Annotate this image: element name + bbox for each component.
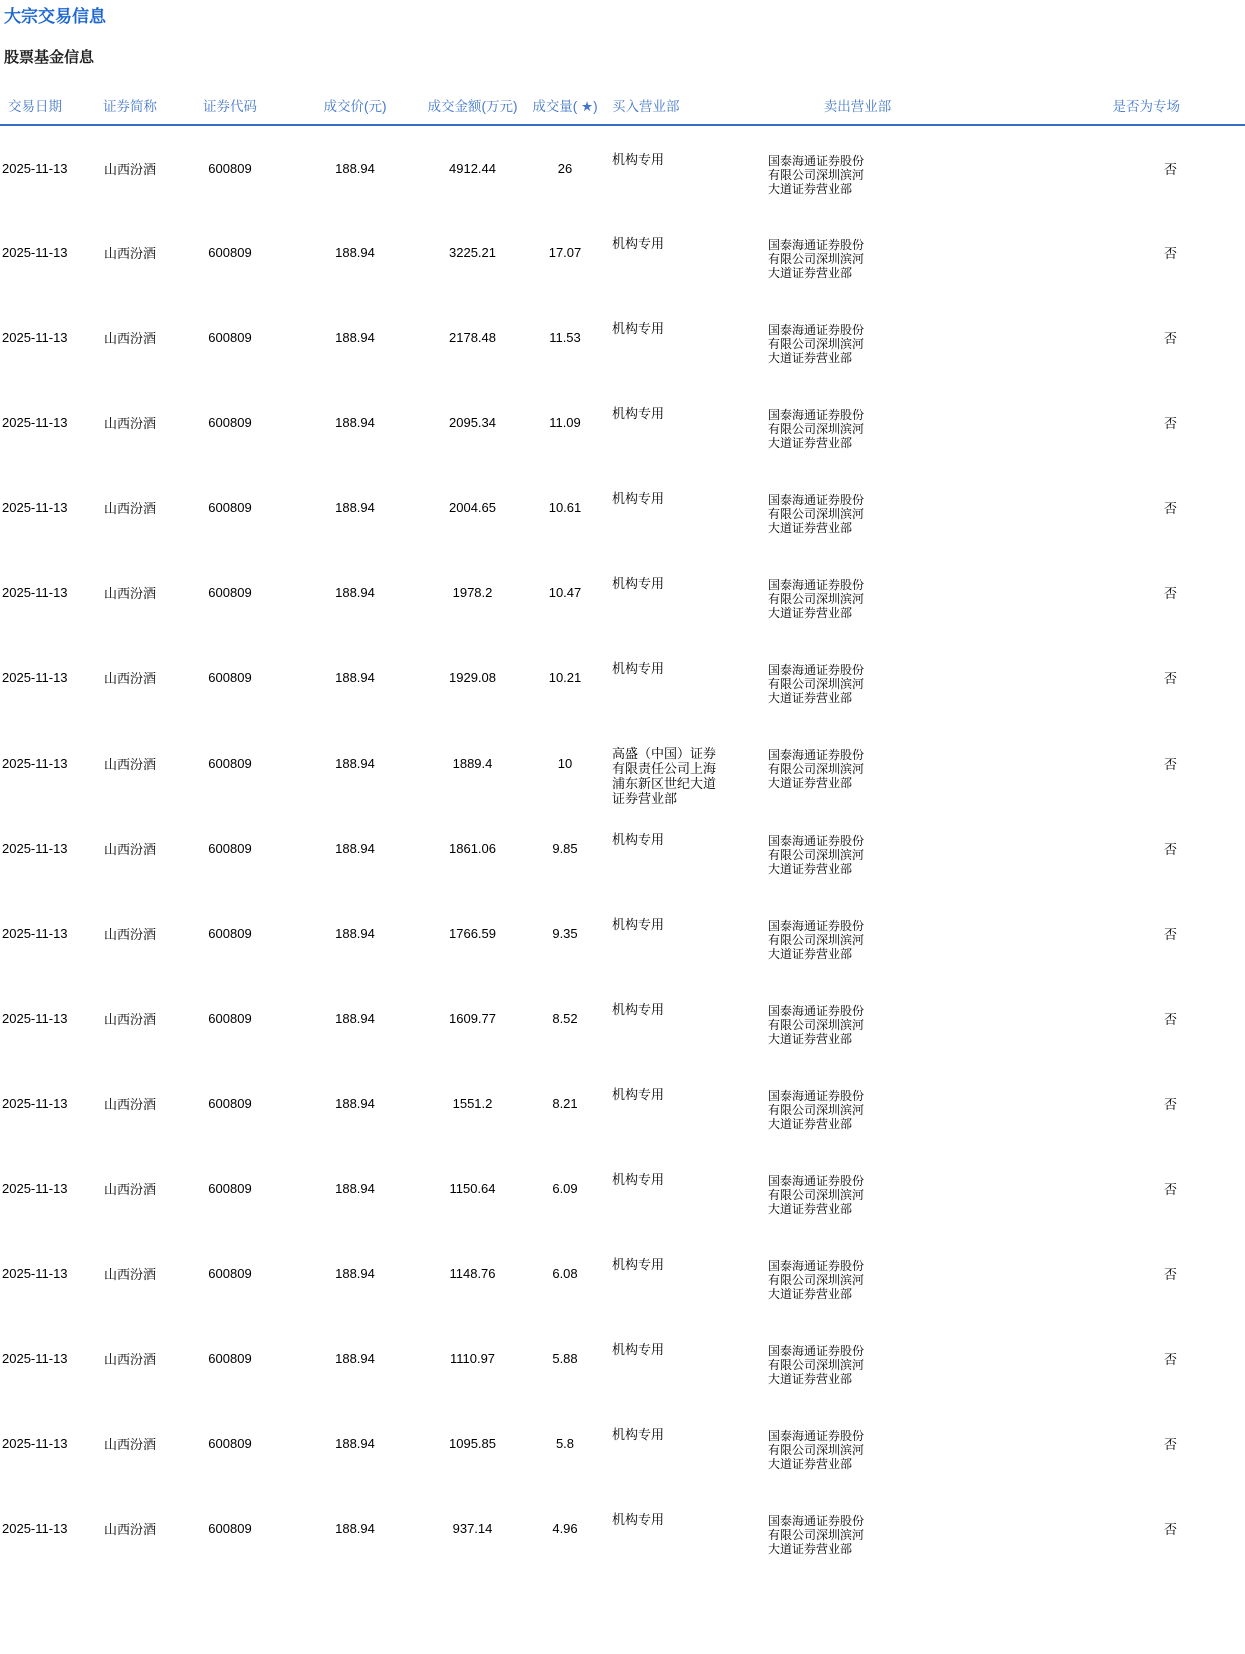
- trade-date-cell: 2025-11-13: [2, 1096, 68, 1111]
- seller-branch-cell: [755, 465, 960, 550]
- trade-price-cell: 188.94: [335, 500, 375, 515]
- security-name-cell: 山西汾酒: [103, 1522, 156, 1537]
- security-code-cell: 600809: [208, 1266, 252, 1281]
- page-title: 大宗交易信息: [4, 7, 106, 26]
- table-row: [0, 1231, 1245, 1316]
- buyer-branch-cell: [610, 635, 755, 720]
- trade-price-cell: 188.94: [335, 1096, 375, 1111]
- security-code-cell: 600809: [208, 330, 252, 345]
- trade-amount-cell: 2095.34: [449, 415, 496, 430]
- buyer-branch-text: 机构专用: [612, 1512, 665, 1527]
- seller-branch-text: 国泰海通证券股份有限公司深圳滨河大道证券营业部: [768, 1344, 865, 1386]
- trade-date-cell: 2025-11-13: [2, 1011, 68, 1026]
- col-header-security-code: 证券代码: [175, 77, 285, 125]
- security-name-cell: 山西汾酒: [103, 1352, 156, 1367]
- table-row: [0, 1061, 1245, 1146]
- table-row: [0, 550, 1245, 635]
- seller-branch-cell: [755, 1061, 960, 1146]
- col-header-security-name: 证券简称: [85, 77, 175, 125]
- trade-amount-cell: 2178.48: [449, 330, 496, 345]
- seller-branch-cell: [755, 806, 960, 891]
- trade-date-cell: 2025-11-13: [2, 245, 68, 260]
- col-header-seller-branch: 卖出营业部: [755, 77, 960, 125]
- trade-volume-cell: 8.21: [552, 1096, 578, 1111]
- buyer-branch-text: 高盛（中国）证券有限责任公司上海浦东新区世纪大道证券营业部: [612, 746, 717, 806]
- security-code-cell: 600809: [208, 415, 252, 430]
- table-row: [0, 806, 1245, 891]
- special-session-cell: 否: [1163, 1352, 1177, 1367]
- trade-price-cell: 188.94: [335, 670, 375, 685]
- seller-branch-cell: [755, 1146, 960, 1231]
- trade-amount-cell: 937.14: [452, 1521, 493, 1536]
- trade-date-cell: 2025-11-13: [2, 1436, 68, 1451]
- trade-date-cell: 2025-11-13: [2, 755, 68, 771]
- buyer-branch-cell: [610, 125, 755, 210]
- buyer-branch-cell: [610, 976, 755, 1061]
- trade-date-cell: 2025-11-13: [2, 160, 68, 176]
- table-row: [0, 891, 1245, 976]
- seller-branch-cell: [755, 125, 960, 210]
- special-session-cell: 否: [1163, 1012, 1177, 1027]
- security-name-cell: 山西汾酒: [103, 331, 156, 346]
- trade-amount-cell: 1551.2: [452, 1096, 493, 1111]
- security-name-cell: 山西汾酒: [103, 1012, 156, 1027]
- special-session-cell: 否: [1163, 586, 1177, 601]
- seller-branch-cell: [755, 1401, 960, 1486]
- trade-volume-cell: 10.61: [548, 500, 582, 515]
- special-session-cell: 否: [1163, 501, 1177, 516]
- security-code-cell: 600809: [208, 500, 252, 515]
- trade-volume-cell: 10.21: [548, 670, 582, 685]
- buyer-branch-text: 机构专用: [612, 832, 665, 847]
- trade-price-cell: 188.94: [335, 160, 375, 176]
- trade-price-cell: 188.94: [335, 1521, 375, 1536]
- col-header-buyer-branch: 买入营业部: [610, 77, 755, 125]
- seller-branch-text: 国泰海通证券股份有限公司深圳滨河大道证券营业部: [768, 834, 865, 876]
- trade-price-cell: 188.94: [335, 1011, 375, 1026]
- buyer-branch-text: 机构专用: [612, 1002, 665, 1017]
- col-header-special-session: 是否为专场: [960, 77, 1245, 125]
- trade-price-cell: 188.94: [335, 755, 375, 771]
- special-session-cell: 否: [1163, 1267, 1177, 1282]
- trade-volume-cell: 8.52: [552, 1011, 578, 1026]
- seller-branch-cell: [755, 1316, 960, 1401]
- seller-branch-text: 国泰海通证券股份有限公司深圳滨河大道证券营业部: [768, 1089, 865, 1131]
- security-code-cell: 600809: [208, 160, 252, 176]
- seller-branch-text: 国泰海通证券股份有限公司深圳滨河大道证券营业部: [768, 154, 865, 196]
- security-code-cell: 600809: [208, 1521, 252, 1536]
- seller-branch-cell: [755, 976, 960, 1061]
- security-name-cell: 山西汾酒: [103, 842, 156, 857]
- buyer-branch-cell: [610, 891, 755, 976]
- table-row: [0, 976, 1245, 1061]
- trade-date-cell: 2025-11-13: [2, 330, 68, 345]
- buyer-branch-text: 机构专用: [612, 152, 665, 167]
- seller-branch-text: 国泰海通证券股份有限公司深圳滨河大道证券营业部: [768, 408, 865, 450]
- buyer-branch-text: 机构专用: [612, 576, 665, 591]
- table-row: [0, 465, 1245, 550]
- block-trade-table: [0, 77, 1245, 1571]
- special-session-cell: 否: [1163, 331, 1177, 346]
- trade-volume-cell: 10.47: [548, 585, 582, 600]
- seller-branch-text: 国泰海通证券股份有限公司深圳滨河大道证券营业部: [768, 919, 865, 961]
- trade-date-cell: 2025-11-13: [2, 585, 68, 600]
- seller-branch-text: 国泰海通证券股份有限公司深圳滨河大道证券营业部: [768, 1174, 865, 1216]
- buyer-branch-cell: [610, 1231, 755, 1316]
- trade-price-cell: 188.94: [335, 1181, 375, 1196]
- trade-price-cell: 188.94: [335, 585, 375, 600]
- security-name-cell: 山西汾酒: [103, 1267, 156, 1282]
- table-row: [0, 125, 1245, 210]
- trade-date-cell: 2025-11-13: [2, 841, 68, 856]
- security-code-cell: 600809: [208, 670, 252, 685]
- security-code-cell: 600809: [208, 926, 252, 941]
- security-code-cell: 600809: [208, 841, 252, 856]
- trade-volume-cell: 9.85: [552, 841, 578, 856]
- seller-branch-text: 国泰海通证券股份有限公司深圳滨河大道证券营业部: [768, 1004, 865, 1046]
- trade-date-cell: 2025-11-13: [2, 1521, 68, 1536]
- buyer-branch-cell: [610, 465, 755, 550]
- buyer-branch-text: 机构专用: [612, 1342, 665, 1357]
- special-session-cell: 否: [1163, 246, 1177, 261]
- trade-date-cell: 2025-11-13: [2, 500, 68, 515]
- security-code-cell: 600809: [208, 1351, 252, 1366]
- special-session-cell: 否: [1163, 1097, 1177, 1112]
- trade-price-cell: 188.94: [335, 1351, 375, 1366]
- trade-price-cell: 188.94: [335, 330, 375, 345]
- seller-branch-text: 国泰海通证券股份有限公司深圳滨河大道证券营业部: [768, 578, 865, 620]
- trade-amount-cell: 1095.85: [449, 1436, 496, 1451]
- seller-branch-text: 国泰海通证券股份有限公司深圳滨河大道证券营业部: [768, 1429, 865, 1471]
- trade-amount-cell: 2004.65: [449, 500, 496, 515]
- trade-price-cell: 188.94: [335, 1266, 375, 1281]
- trade-amount-cell: 1110.97: [449, 1351, 496, 1366]
- buyer-branch-text: 机构专用: [612, 406, 665, 421]
- trade-volume-cell: 26: [557, 160, 573, 176]
- seller-branch-text: 国泰海通证券股份有限公司深圳滨河大道证券营业部: [768, 493, 865, 535]
- buyer-branch-cell: [610, 806, 755, 891]
- trade-amount-cell: 1889.4: [452, 755, 493, 771]
- special-session-cell: 否: [1163, 756, 1177, 772]
- special-session-cell: 否: [1163, 671, 1177, 686]
- section-title: 股票基金信息: [4, 49, 95, 66]
- trade-price-cell: 188.94: [335, 415, 375, 430]
- trade-amount-cell: 1148.76: [449, 1266, 496, 1281]
- seller-branch-cell: [755, 550, 960, 635]
- trade-date-cell: 2025-11-13: [2, 670, 68, 685]
- buyer-branch-text: 机构专用: [612, 491, 665, 506]
- buyer-branch-cell: [610, 720, 755, 806]
- buyer-branch-cell: [610, 1401, 755, 1486]
- security-name-cell: 山西汾酒: [103, 586, 156, 601]
- trade-volume-cell: 11.09: [549, 415, 581, 430]
- security-name-cell: 山西汾酒: [103, 501, 156, 516]
- special-session-cell: 否: [1163, 1437, 1177, 1452]
- trade-volume-cell: 9.35: [552, 926, 578, 941]
- security-name-cell: 山西汾酒: [103, 1182, 156, 1197]
- special-session-cell: 否: [1163, 842, 1177, 857]
- trade-date-cell: 2025-11-13: [2, 1351, 68, 1366]
- buyer-branch-cell: [610, 380, 755, 465]
- seller-branch-cell: [755, 635, 960, 720]
- buyer-branch-cell: [610, 295, 755, 380]
- seller-branch-cell: [755, 891, 960, 976]
- trade-amount-cell: 3225.21: [449, 245, 496, 260]
- buyer-branch-cell: [610, 1061, 755, 1146]
- trade-price-cell: 188.94: [335, 926, 375, 941]
- special-session-cell: 否: [1163, 416, 1177, 431]
- trade-volume-cell: 17.07: [548, 245, 582, 260]
- table-row: [0, 210, 1245, 295]
- special-session-cell: 否: [1163, 927, 1177, 942]
- trade-volume-cell: 10: [557, 755, 573, 771]
- trade-volume-cell: 5.88: [552, 1351, 578, 1366]
- buyer-branch-cell: [610, 1486, 755, 1571]
- special-session-cell: 否: [1163, 1182, 1177, 1197]
- security-code-cell: 600809: [208, 585, 252, 600]
- col-header-trade-date: 交易日期: [0, 77, 85, 125]
- buyer-branch-text: 机构专用: [612, 1257, 665, 1272]
- buyer-branch-text: 机构专用: [612, 236, 665, 251]
- security-name-cell: 山西汾酒: [103, 927, 156, 942]
- table-row: [0, 720, 1245, 806]
- table-body: [0, 125, 1245, 1571]
- seller-branch-cell: [755, 1486, 960, 1571]
- security-code-cell: 600809: [208, 755, 252, 771]
- trade-amount-cell: 1609.77: [449, 1011, 496, 1026]
- table-row: [0, 295, 1245, 380]
- special-session-cell: 否: [1163, 161, 1177, 177]
- buyer-branch-text: 机构专用: [612, 321, 665, 336]
- security-name-cell: 山西汾酒: [103, 1437, 156, 1452]
- seller-branch-cell: [755, 1231, 960, 1316]
- security-code-cell: 600809: [208, 1181, 252, 1196]
- trade-price-cell: 188.94: [335, 841, 375, 856]
- col-header-trade-price: 成交价(元): [285, 77, 425, 125]
- trade-volume-cell: 6.08: [552, 1266, 578, 1281]
- trade-price-cell: 188.94: [335, 245, 375, 260]
- trade-price-cell: 188.94: [335, 1436, 375, 1451]
- security-name-cell: 山西汾酒: [103, 416, 156, 431]
- trade-amount-cell: 1978.2: [452, 585, 493, 600]
- trade-volume-cell: 5.8: [555, 1436, 575, 1451]
- trade-date-cell: 2025-11-13: [2, 415, 68, 430]
- buyer-branch-text: 机构专用: [612, 917, 665, 932]
- trade-amount-cell: 1929.08: [449, 670, 496, 685]
- col-header-trade-amount: 成交金额(万元): [425, 77, 520, 125]
- trade-volume-cell: 4.96: [552, 1521, 578, 1536]
- special-session-cell: 否: [1163, 1522, 1177, 1537]
- seller-branch-cell: [755, 380, 960, 465]
- seller-branch-text: 国泰海通证券股份有限公司深圳滨河大道证券营业部: [768, 663, 865, 705]
- seller-branch-text: 国泰海通证券股份有限公司深圳滨河大道证券营业部: [768, 1259, 865, 1301]
- seller-branch-cell: [755, 210, 960, 295]
- trade-volume-cell: 6.09: [552, 1181, 578, 1196]
- table-row: [0, 1486, 1245, 1571]
- buyer-branch-text: 机构专用: [612, 661, 665, 676]
- table-row: [0, 1316, 1245, 1401]
- seller-branch-cell: [755, 295, 960, 380]
- buyer-branch-cell: [610, 1316, 755, 1401]
- trade-volume-cell: 11.53: [549, 330, 581, 345]
- table-row: [0, 380, 1245, 465]
- seller-branch-text: 国泰海通证券股份有限公司深圳滨河大道证券营业部: [768, 1514, 865, 1556]
- trade-amount-cell: 1150.64: [449, 1181, 496, 1196]
- buyer-branch-cell: [610, 550, 755, 635]
- security-name-cell: 山西汾酒: [103, 756, 156, 772]
- seller-branch-cell: [755, 720, 960, 806]
- buyer-branch-text: 机构专用: [612, 1427, 665, 1442]
- seller-branch-text: 国泰海通证券股份有限公司深圳滨河大道证券营业部: [768, 238, 865, 280]
- table-row: [0, 1146, 1245, 1231]
- security-code-cell: 600809: [208, 1011, 252, 1026]
- security-name-cell: 山西汾酒: [103, 246, 156, 261]
- trade-amount-cell: 4912.44: [449, 160, 496, 176]
- security-code-cell: 600809: [208, 245, 252, 260]
- buyer-branch-cell: [610, 1146, 755, 1231]
- col-header-trade-volume: 成交量( ★): [520, 77, 610, 125]
- seller-branch-text: 国泰海通证券股份有限公司深圳滨河大道证券营业部: [768, 323, 865, 365]
- security-name-cell: 山西汾酒: [103, 161, 156, 177]
- table-row: [0, 635, 1245, 720]
- buyer-branch-text: 机构专用: [612, 1172, 665, 1187]
- security-code-cell: 600809: [208, 1096, 252, 1111]
- buyer-branch-cell: [610, 210, 755, 295]
- security-name-cell: 山西汾酒: [103, 671, 156, 686]
- security-name-cell: 山西汾酒: [103, 1097, 156, 1112]
- table-header-row: [0, 77, 1245, 125]
- trade-date-cell: 2025-11-13: [2, 1181, 68, 1196]
- seller-branch-text: 国泰海通证券股份有限公司深圳滨河大道证券营业部: [768, 748, 865, 790]
- trade-date-cell: 2025-11-13: [2, 1266, 68, 1281]
- trade-amount-cell: 1861.06: [449, 841, 496, 856]
- buyer-branch-text: 机构专用: [612, 1087, 665, 1102]
- security-code-cell: 600809: [208, 1436, 252, 1451]
- table-row: [0, 1401, 1245, 1486]
- trade-date-cell: 2025-11-13: [2, 926, 68, 941]
- trade-amount-cell: 1766.59: [449, 926, 496, 941]
